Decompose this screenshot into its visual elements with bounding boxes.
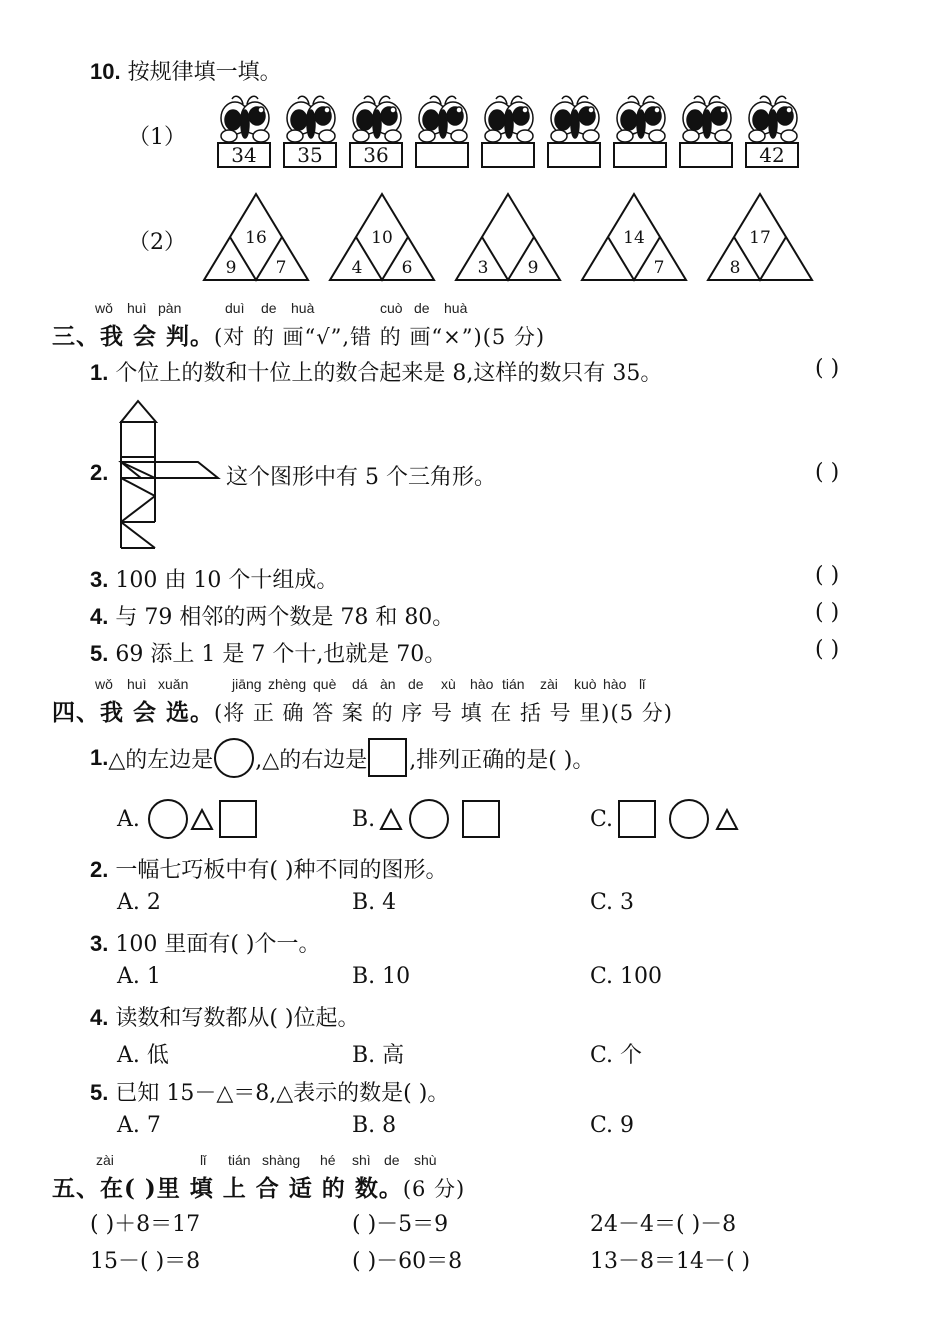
item-text: 69 添上 1 是 7 个十,也就是 70。	[115, 642, 447, 667]
pinyin-syllable: shì	[352, 1152, 371, 1168]
s4-q3	[90, 927, 321, 958]
pinyin-syllable: zài	[96, 1152, 114, 1168]
item-text: 100 由 10 个十组成。	[115, 568, 339, 593]
s4-q1-option-b[interactable]	[352, 798, 505, 840]
pinyin-syllable: de	[414, 300, 430, 316]
section5-title: 五、在( )里 填 上 合 适 的 数。	[52, 1175, 403, 1202]
section4-heading	[52, 694, 673, 727]
item-text: 读数和写数都从( )位起。	[115, 1006, 360, 1031]
item-number: 5.	[90, 641, 109, 666]
item-text: 与 79 相邻的两个数是 78 和 80。	[115, 605, 455, 630]
pinyin-syllable: huà	[291, 300, 315, 316]
s3-item-5	[90, 637, 446, 668]
equation[interactable]: ( )－60＝8	[352, 1249, 463, 1274]
pinyin-syllable: xuǎn	[158, 676, 189, 692]
triangle-top-number: 16	[245, 228, 267, 248]
number-triangle	[708, 194, 812, 280]
s4-q5-option-c[interactable]: C. 9	[590, 1113, 635, 1138]
pinyin-syllable: de	[261, 300, 277, 316]
number-triangle	[456, 194, 560, 280]
pinyin-syllable: tián	[228, 1152, 251, 1168]
number-box: 42	[745, 142, 799, 168]
butterfly-icon	[283, 94, 339, 144]
item-number: 1.	[90, 745, 109, 770]
s4-q3-option-b[interactable]: B. 10	[352, 964, 411, 989]
number-triangle	[582, 194, 686, 280]
blank-number-box[interactable]	[613, 142, 667, 168]
square-icon	[367, 737, 409, 779]
option-b-shapes	[375, 798, 505, 840]
pinyin-syllable: què	[313, 676, 337, 692]
triangle-top-number: 10	[371, 228, 393, 248]
option-label: B.	[352, 806, 376, 832]
pinyin-syllable: cuò	[380, 300, 403, 316]
pinyin-syllable: de	[384, 1152, 400, 1168]
butterfly-icon	[481, 94, 537, 144]
s3-item-1	[90, 356, 662, 387]
s3-answer-2[interactable]: ( )	[815, 460, 840, 485]
item-number: 5.	[90, 1080, 109, 1105]
option-a-shapes	[140, 798, 266, 840]
s4-q2	[90, 853, 448, 884]
circle-icon	[213, 737, 255, 779]
s3-answer-3[interactable]: ( )	[815, 563, 840, 588]
item-number: 4.	[90, 1005, 109, 1030]
item-number: 2.	[90, 460, 109, 485]
s3-answer-5[interactable]: ( )	[815, 637, 840, 662]
item-number: 3.	[90, 567, 109, 592]
s3-item-4	[90, 600, 454, 631]
s4-q4-option-c[interactable]: C. 个	[590, 1043, 643, 1068]
s4-q5-option-a[interactable]: A. 7	[117, 1113, 161, 1138]
section5-score: (6 分)	[402, 1177, 466, 1201]
q1-text-part2: ,△的右边是	[255, 747, 368, 773]
s4-q1-option-a[interactable]	[117, 798, 266, 840]
s4-q1-option-c[interactable]	[590, 798, 743, 840]
s3-item-2: 这个图形中有 5 个三角形。	[226, 465, 496, 490]
pinyin-syllable: huà	[444, 300, 468, 316]
butterfly-icon	[217, 94, 273, 144]
pinyin-syllable: tián	[502, 676, 525, 692]
triangle-left-number: 9	[225, 258, 237, 278]
item-text: 一幅七巧板中有( )种不同的图形。	[115, 858, 448, 883]
s4-q2-option-a[interactable]: A. 2	[117, 890, 161, 915]
pinyin-syllable: àn	[380, 676, 396, 692]
s4-q4-option-b[interactable]: B. 高	[352, 1043, 405, 1068]
pinyin-syllable: wǒ	[95, 676, 113, 692]
s3-item-3	[90, 563, 338, 594]
section4-instruction: (将 正 确 答 案 的 序 号 填 在 括 号 里)(5 分)	[214, 701, 673, 725]
item-text: 已知 15－△＝8,△表示的数是( )。	[115, 1081, 450, 1106]
s4-q2-option-c[interactable]: C. 3	[590, 890, 635, 915]
triangle-right-number: 7	[275, 258, 287, 278]
s4-q5-option-b[interactable]: B. 8	[352, 1113, 397, 1138]
triangle-left-number: 8	[729, 258, 741, 278]
butterfly-icon	[613, 94, 669, 144]
s3-answer-4[interactable]: ( )	[815, 600, 840, 625]
number-box: 35	[283, 142, 337, 168]
s4-q3-option-a[interactable]: A. 1	[117, 964, 161, 989]
s4-q3-option-c[interactable]: C. 100	[590, 964, 663, 989]
tangram-figure	[118, 396, 224, 552]
item-number: 2.	[90, 857, 109, 882]
s4-q1	[90, 738, 594, 778]
pinyin-syllable: xù	[441, 676, 456, 692]
blank-number-box[interactable]	[415, 142, 469, 168]
option-label: A.	[117, 806, 140, 832]
pinyin-syllable: lǐ	[639, 676, 646, 692]
pinyin-syllable: pàn	[158, 300, 182, 316]
option-label: C.	[590, 806, 614, 832]
number-triangles	[200, 192, 820, 284]
number-box: 34	[217, 142, 271, 168]
equation[interactable]: 15－( )＝8	[90, 1249, 201, 1274]
q10-part2-label: （2）	[128, 230, 186, 255]
triangle-left-number: 4	[351, 258, 363, 278]
section3-title: 三、我 会 判。	[52, 323, 215, 350]
s3-answer-1[interactable]: ( )	[815, 356, 840, 381]
item-number: 4.	[90, 604, 109, 629]
triangle-left-number: 3	[477, 258, 489, 278]
pinyin-syllable: lǐ	[200, 1152, 207, 1168]
item-number: 1.	[90, 360, 109, 385]
s4-q5	[90, 1076, 449, 1107]
option-c-shapes	[613, 798, 743, 840]
pinyin-syllable: jiāng	[232, 676, 262, 692]
blank-number-box[interactable]	[679, 142, 733, 168]
item-text: 个位上的数和十位上的数合起来是 8,这样的数只有 35。	[115, 361, 663, 386]
pinyin-syllable: dá	[352, 676, 368, 692]
q1-text-part3: ,排列正确的是( )。	[409, 747, 595, 773]
pinyin-syllable: zhèng	[268, 676, 307, 692]
blank-number-box[interactable]	[547, 142, 601, 168]
equation[interactable]: 13－8＝14－( )	[590, 1249, 751, 1274]
q10-part1-label: （1）	[128, 125, 186, 150]
q10-heading	[90, 55, 282, 86]
triangle-right-number: 9	[527, 258, 539, 278]
equation[interactable]: 24－4＝( )－8	[590, 1212, 737, 1237]
butterfly-icon	[349, 94, 405, 144]
butterfly-icon	[547, 94, 603, 144]
section4-title: 四、我 会 选。	[52, 699, 215, 726]
butterfly-icon	[415, 94, 471, 144]
s4-q4	[90, 1001, 360, 1032]
pinyin-syllable: shàng	[262, 1152, 301, 1168]
pinyin-syllable: zài	[540, 676, 558, 692]
number-triangle	[204, 194, 308, 280]
butterfly-icon	[745, 94, 801, 144]
section3-instruction: (对 的 画“√”,错 的 画“×”)(5 分)	[214, 325, 546, 349]
blank-number-box[interactable]	[481, 142, 535, 168]
section5-heading	[52, 1170, 465, 1203]
triangle-right-number: 6	[401, 258, 413, 278]
s4-q2-option-b[interactable]: B. 4	[352, 890, 397, 915]
q1-text-part1: △的左边是	[108, 747, 214, 773]
pinyin-syllable: kuò	[574, 676, 597, 692]
s4-q4-option-a[interactable]: A. 低	[117, 1043, 169, 1068]
number-triangle	[330, 194, 434, 280]
butterfly-icon	[679, 94, 735, 144]
number-box: 36	[349, 142, 403, 168]
item-number: 3.	[90, 931, 109, 956]
pinyin-syllable: huì	[127, 300, 147, 316]
triangle-top-number: 17	[749, 228, 771, 248]
s3-item-2-number	[90, 460, 108, 486]
pinyin-syllable: duì	[225, 300, 245, 316]
item-text: 100 里面有( )个一。	[115, 932, 321, 957]
equation[interactable]: ( )－5＝9	[352, 1212, 449, 1237]
pinyin-syllable: hào	[603, 676, 627, 692]
pinyin-syllable: wǒ	[95, 300, 113, 316]
triangle-right-number: 7	[653, 258, 665, 278]
triangle-top-number: 14	[623, 228, 645, 248]
pinyin-syllable: hào	[470, 676, 494, 692]
pinyin-syllable: hé	[320, 1152, 336, 1168]
pinyin-syllable: de	[408, 676, 424, 692]
equation[interactable]: ( )＋8＝17	[90, 1212, 201, 1237]
pinyin-syllable: huì	[127, 676, 147, 692]
q10-title: 按规律填一填。	[127, 60, 282, 85]
section3-heading	[52, 318, 545, 351]
pinyin-syllable: shù	[414, 1152, 437, 1168]
q10-number: 10.	[90, 59, 121, 84]
